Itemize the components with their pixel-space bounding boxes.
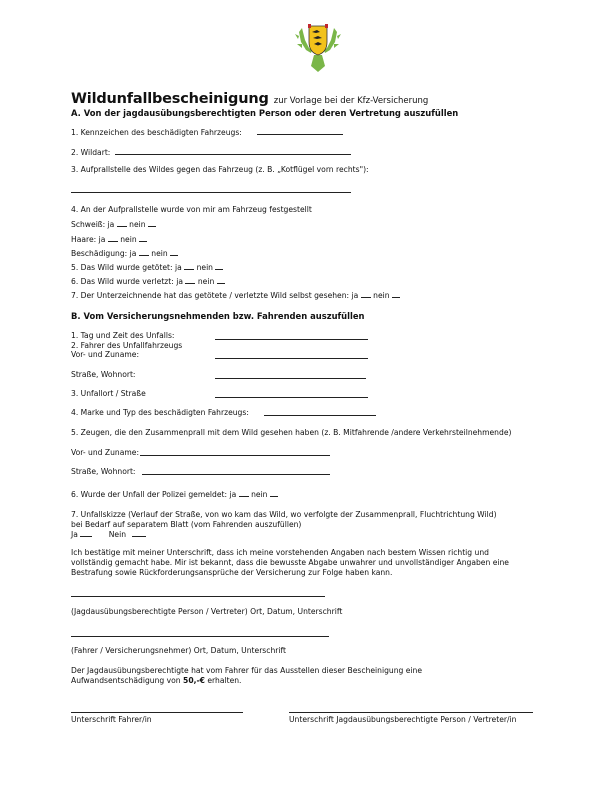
- declaration-line-3: Bestrafung sowie Rückforderungsansprüche der Versicherung zur Folge haben kann.: [71, 568, 393, 577]
- a4-haare-label: Haare: ja: [71, 235, 106, 244]
- a3-field[interactable]: [71, 192, 351, 193]
- b6-label: 6. Wurde der Unfall der Polizei gemeldet: ja: [71, 490, 237, 499]
- signature-driver-field[interactable]: [71, 712, 243, 713]
- nein-label: nein: [373, 291, 390, 300]
- b7b-label: bei Bedarf auf separatem Blatt (vom Fahrenden auszufüllen): [71, 520, 302, 529]
- fee-line-2: [71, 677, 241, 685]
- a6-ja-field[interactable]: [185, 283, 195, 284]
- a4-label: 4. An der Aufprallstelle wurde von mir am Fahrzeug festgestellt: [71, 205, 312, 214]
- b2-name-field[interactable]: [215, 358, 368, 359]
- signature-2-label: (Fahrer / Versicherungsnehmer) Ort, Datum, Unterschrift: [71, 646, 287, 655]
- a4-haare-ja-field[interactable]: [108, 241, 118, 242]
- a4-besch-nein-field[interactable]: [170, 255, 178, 256]
- signature-hunter-field[interactable]: [289, 712, 533, 713]
- a4-besch-ja-field[interactable]: [139, 255, 149, 256]
- b7-row: [71, 531, 146, 539]
- fee-post: erhalten.: [207, 676, 242, 685]
- a4-haare-nein-field[interactable]: [139, 241, 147, 242]
- signature-2-field[interactable]: [71, 636, 329, 637]
- document-title: [71, 88, 428, 107]
- a6-nein-field[interactable]: [217, 283, 225, 284]
- a4-besch-row: [71, 250, 178, 258]
- title-sub: zur Vorlage bei der Kfz-Versicherung: [273, 96, 429, 106]
- fee-pre: Aufwandsentschädigung von: [71, 676, 181, 685]
- a7-nein-field[interactable]: [392, 297, 400, 298]
- signature-hunter-label: Unterschrift Jagdausübungsberechtigte Person / Vertreter/in: [289, 715, 517, 724]
- b2b-label: Vor- und Zuname:: [71, 350, 140, 359]
- fee-line-1: Der Jagdausübungsberechtigte hat vom Fahrer für das Ausstellen dieser Bescheinigung eine: [71, 666, 423, 675]
- a6-row: [71, 278, 225, 286]
- b5-name-label: Vor- und Zuname:: [71, 448, 140, 457]
- a1-field[interactable]: [257, 134, 343, 135]
- a2-field[interactable]: [115, 154, 351, 155]
- a3-label: 3. Aufprallstelle des Wildes gegen das Fahrzeug (z. B. „Kotflügel vorn rechts"):: [71, 165, 369, 174]
- declaration-line-2: vollständig gemacht habe. Mir ist bekannt, dass die bewusste Abgabe unwahrer und unvollständiger Angaben eine: [71, 558, 509, 567]
- fee-amount: 50,-€: [183, 676, 205, 685]
- b1-field[interactable]: [215, 339, 368, 340]
- a5-ja-field[interactable]: [184, 269, 194, 270]
- b6-nein-field[interactable]: [270, 496, 278, 497]
- signature-1-label: (Jagdausübungsberechtigte Person / Vertreter) Ort, Datum, Unterschrift: [71, 607, 343, 616]
- b7-nein-field[interactable]: [132, 536, 146, 537]
- b5-strasse-label: Straße, Wohnort:: [71, 467, 136, 476]
- a4-besch-label: Beschädigung: ja: [71, 249, 137, 258]
- a7-label: 7. Der Unterzeichnende hat das getötete / verletzte Wild selbst gesehen: ja: [71, 291, 359, 300]
- a5-row: [71, 264, 223, 272]
- a4-schweiss-ja-field[interactable]: [117, 226, 127, 227]
- nein-label: nein: [151, 249, 168, 258]
- a1-label: 1. Kennzeichen des beschädigten Fahrzeugs:: [71, 128, 242, 137]
- b3-label: 3. Unfallort / Straße: [71, 389, 146, 398]
- a4-schweiss-row: [71, 221, 156, 229]
- b7a-label: 7. Unfallskizze (Verlauf der Straße, von wo kam das Wild, wo verfolgte der Zusammenprall, Fluchtrichtung Wild): [71, 510, 497, 519]
- declaration-line-1: Ich bestätige mit meiner Unterschrift, dass ich meine vorstehenden Angaben nach bestem Wissen richtig und: [71, 548, 489, 557]
- coat-of-arms-logo: [292, 22, 344, 74]
- a6-label: 6. Das Wild wurde verletzt: ja: [71, 277, 183, 286]
- nein-label: nein: [196, 263, 213, 272]
- signature-1-field[interactable]: [71, 596, 325, 597]
- a4-schweiss-label: Schweiß: ja: [71, 220, 115, 229]
- a7-row: [71, 292, 400, 300]
- b3-field[interactable]: [215, 397, 368, 398]
- b6-ja-field[interactable]: [239, 496, 249, 497]
- b4-label: 4. Marke und Typ des beschädigten Fahrzeugs:: [71, 408, 249, 417]
- b2a-label: 2. Fahrer des Unfallfahrzeugs: [71, 341, 183, 350]
- b5-label: 5. Zeugen, die den Zusammenprall mit dem Wild gesehen haben (z. B. Mitfahrende /andere Verkehrsteilnehmende): [71, 428, 512, 437]
- nein-label: nein: [129, 220, 146, 229]
- b5-name-field[interactable]: [140, 455, 330, 456]
- b7-ja-field[interactable]: [80, 536, 92, 537]
- b-strasse-field[interactable]: [215, 378, 366, 379]
- section-b-heading: B. Vom Versicherungsnehmenden bzw. Fahrenden auszufüllen: [71, 311, 365, 321]
- a7-ja-field[interactable]: [361, 297, 371, 298]
- b6-row: [71, 491, 278, 499]
- nein-label: nein: [120, 235, 137, 244]
- b7-nein-label: Nein: [108, 530, 127, 539]
- a4-haare-row: [71, 236, 147, 244]
- b-strasse-label: Straße, Wohnort:: [71, 370, 136, 379]
- nein-label: nein: [251, 490, 268, 499]
- a4-schweiss-nein-field[interactable]: [148, 226, 156, 227]
- b4-field[interactable]: [264, 415, 376, 416]
- a5-label: 5. Das Wild wurde getötet: ja: [71, 263, 182, 272]
- nein-label: nein: [197, 277, 215, 286]
- a2-label: 2. Wildart:: [71, 148, 111, 157]
- section-a-heading: A. Von der jagdausübungsberechtigten Person oder deren Vertretung auszufüllen: [71, 108, 459, 118]
- b5-strasse-field[interactable]: [142, 474, 330, 475]
- b7-ja-label: Ja: [71, 530, 78, 539]
- b1-label: 1. Tag und Zeit des Unfalls:: [71, 331, 175, 340]
- signature-driver-label: Unterschrift Fahrer/in: [71, 715, 152, 724]
- a5-nein-field[interactable]: [215, 269, 223, 270]
- title-main: Wildunfallbescheinigung: [71, 91, 269, 107]
